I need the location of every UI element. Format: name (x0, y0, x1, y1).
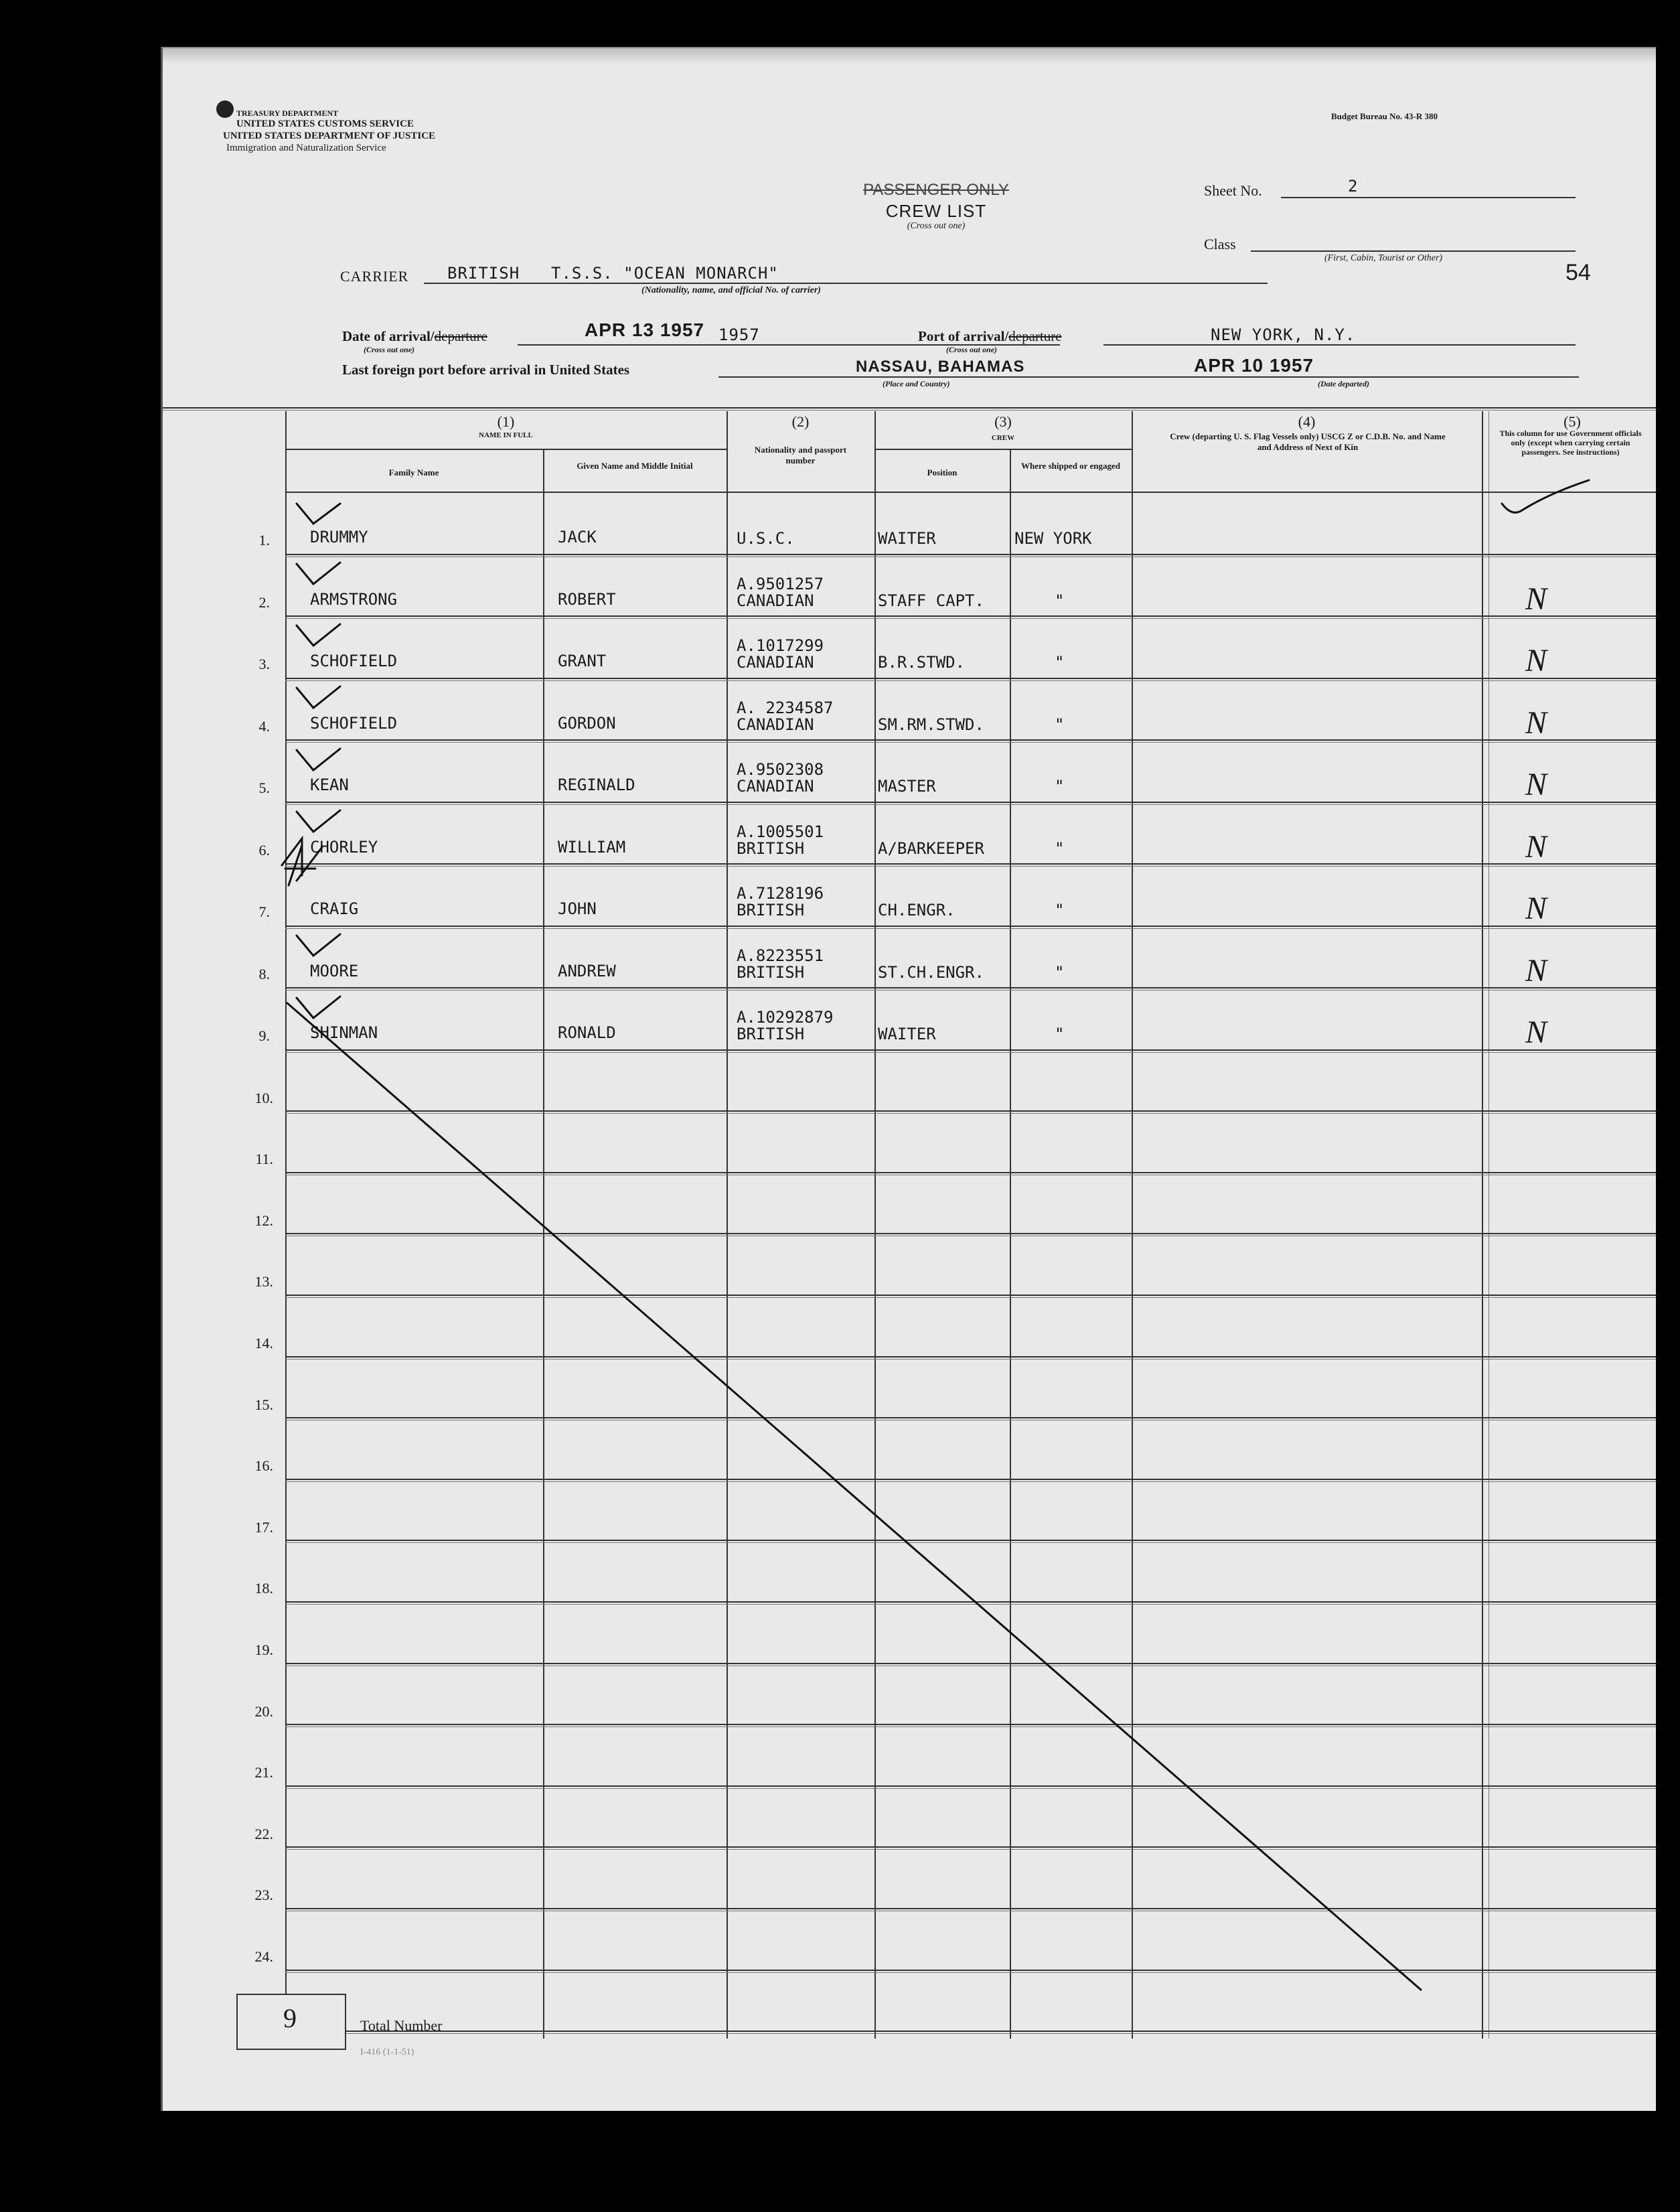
agency-customs: UNITED STATES CUSTOMS SERVICE (236, 119, 414, 129)
position: A/BARKEEPER (878, 838, 984, 858)
col4-title: Crew (departing U. S. Flag Vessels only) USCG Z or C.D.B. No. and Name and Address of Next of Kin (1170, 431, 1446, 452)
col4-number: (4) (1298, 413, 1316, 430)
col3-number: (3) (994, 413, 1012, 430)
row-number: 2. (258, 593, 270, 611)
nationality: CANADIAN (737, 715, 814, 734)
row-mark-7 (282, 838, 322, 885)
col3-title: CREW (991, 434, 1015, 442)
row-number: 19. (254, 1641, 273, 1658)
position: STAFF CAPT. (878, 591, 984, 610)
gov-official-mark: N (1525, 643, 1547, 678)
last-port-label: Last foreign port before arrival in United States (342, 362, 630, 378)
given-name: JACK (558, 528, 597, 546)
pen-marks (163, 48, 1656, 2111)
date-label: Date of arrival/departure (342, 328, 487, 344)
carrier-label: CARRIER (340, 268, 409, 285)
sheet-label: Sheet No. (1204, 182, 1262, 199)
where-shipped: " (1055, 653, 1065, 672)
row-number: 18. (254, 1580, 273, 1597)
where-shipped: " (1055, 1025, 1065, 1043)
form-number: I-416 (1-1-51) (360, 2047, 414, 2057)
passport-number: A.8223551 (737, 946, 824, 965)
position: WAITER (878, 1025, 936, 1043)
row-number: 17. (254, 1519, 273, 1536)
row-number: 12. (254, 1212, 273, 1229)
where-shipped: " (1055, 962, 1065, 982)
family-name: SHINMAN (310, 1023, 378, 1042)
where-shipped: NEW YORK (1014, 529, 1092, 548)
passport-number: A.7128196 (737, 884, 824, 903)
passport-number: A.1005501 (737, 822, 824, 841)
row-tick-1 (297, 504, 340, 524)
row-tick-8 (297, 934, 340, 956)
class-note: (First, Cabin, Tourist or Other) (1324, 253, 1443, 263)
col5-check-1 (1502, 480, 1589, 512)
row-tick-3 (297, 624, 340, 646)
port-value: NEW YORK, N.Y. (1211, 325, 1356, 344)
row-number: 10. (254, 1090, 273, 1106)
row-tick-9 (297, 997, 340, 1018)
given-name: JOHN (558, 899, 597, 918)
where-shipped: " (1055, 838, 1065, 858)
row-tick-5 (297, 749, 340, 770)
nationality: BRITISH (737, 838, 805, 858)
col3b-where-shipped: Where shipped or engaged (1021, 461, 1120, 471)
col1a-family-name: Family Name (388, 467, 439, 477)
crew-list-form (161, 47, 1656, 2111)
col3a-position: Position (927, 467, 958, 477)
col1-title: NAME IN FULL (479, 431, 533, 439)
carrier-name: T.S.S. "OCEAN MONARCH" (551, 264, 779, 283)
row-number: 24. (254, 1948, 273, 1965)
agency-ins: Immigration and Naturalization Service (226, 143, 386, 153)
given-name: REGINALD (558, 776, 635, 794)
title-passenger-crossed: PASSENGER ONLY (863, 181, 1009, 199)
row-tick-2 (297, 563, 340, 584)
row-number: 20. (254, 1703, 273, 1720)
given-name: GRANT (558, 652, 607, 670)
col2-title: Nationality and passport number (754, 445, 847, 465)
family-name: ARMSTRONG (310, 589, 398, 609)
row-number: 5. (258, 780, 270, 796)
given-name: ROBERT (558, 589, 616, 609)
col1-number: (1) (497, 413, 515, 430)
sheet-number: 2 (1348, 177, 1359, 196)
col5-number: (5) (1563, 413, 1581, 430)
where-shipped: " (1055, 591, 1065, 610)
col1b-given-name: Given Name and Middle Initial (577, 461, 693, 471)
page-number: 54 (1566, 260, 1591, 285)
given-name: RONALD (558, 1023, 616, 1042)
agency-justice: UNITED STATES DEPARTMENT OF JUSTICE (223, 131, 436, 141)
row-number: 22. (254, 1826, 273, 1842)
nationality: BRITISH (737, 901, 805, 919)
row-number: 13. (254, 1273, 273, 1290)
agency-treasury: TREASURY DEPARTMENT (236, 108, 339, 118)
family-name: SCHOFIELD (310, 652, 398, 670)
arrival-date-stamp: APR 13 1957 (585, 319, 705, 340)
where-shipped: " (1055, 777, 1065, 796)
class-label: Class (1204, 236, 1236, 252)
row-number: 1. (258, 532, 270, 548)
row-tick-6 (297, 810, 340, 832)
family-name: KEAN (310, 776, 349, 794)
where-shipped: " (1055, 715, 1065, 734)
family-name: CRAIG (310, 899, 359, 918)
row-number: 16. (254, 1457, 273, 1474)
gov-official-mark: N (1525, 767, 1547, 802)
row-number: 15. (254, 1396, 273, 1413)
row-tick-4 (297, 686, 340, 708)
col2-number: (2) (791, 413, 810, 430)
family-name: SCHOFIELD (310, 713, 398, 733)
row-number: 8. (258, 965, 270, 982)
port-label: Port of arrival/departure (918, 328, 1062, 344)
row-number: 3. (258, 656, 270, 672)
gov-official-mark: N (1525, 581, 1547, 617)
total-value: 9 (283, 2003, 297, 2033)
position: WAITER (878, 529, 936, 548)
gov-official-mark: N (1525, 705, 1547, 741)
row-number: 14. (254, 1335, 273, 1351)
carrier-nationality: BRITISH (447, 264, 520, 283)
row-number: 21. (254, 1764, 273, 1781)
row-number: 9. (258, 1027, 270, 1044)
passport-number: A. 2234587 (737, 698, 834, 717)
nationality: BRITISH (737, 962, 805, 982)
port-note: (Cross out one) (946, 345, 998, 354)
passport-number: A.9502308 (737, 760, 824, 779)
nationality: U.S.C. (737, 529, 795, 548)
last-port-value: NASSAU, BAHAMAS (856, 358, 1025, 376)
passport-number: A.1017299 (737, 636, 824, 655)
position: ST.CH.ENGR. (878, 962, 984, 982)
nationality: CANADIAN (737, 653, 814, 672)
given-name: GORDON (558, 713, 616, 733)
given-name: WILLIAM (558, 837, 626, 857)
gov-official-mark: N (1525, 891, 1547, 926)
carrier-note: (Nationality, name, and official No. of carrier) (641, 285, 821, 295)
position: B.R.STWD. (878, 653, 966, 672)
row-number: 11. (255, 1151, 273, 1167)
arrival-year-typed: 1957 (718, 325, 760, 344)
nationality: BRITISH (737, 1025, 805, 1043)
total-label: Total Number (360, 2017, 443, 2034)
passport-number: A.9501257 (737, 574, 824, 593)
col5-title: This column for use Government officials only (except when carrying certain passengers. See instructions) (1499, 429, 1642, 457)
gov-official-mark: N (1525, 1015, 1547, 1050)
position: MASTER (878, 777, 936, 796)
last-port-note: (Place and Country) (883, 379, 950, 388)
title-crew-list: CREW LIST (885, 201, 987, 221)
row-number: 6. (258, 841, 270, 859)
row-number: 23. (254, 1887, 273, 1903)
row-number: 4. (258, 717, 270, 735)
date-note: (Cross out one) (364, 345, 415, 354)
nationality: CANADIAN (737, 591, 814, 610)
where-shipped: " (1055, 901, 1065, 919)
cancel-diagonal-line (287, 1003, 1422, 1990)
nationality: CANADIAN (737, 777, 814, 796)
date-departed-note: (Date departed) (1318, 379, 1369, 388)
title-note: (Cross out one) (907, 221, 966, 231)
position: SM.RM.STWD. (878, 715, 984, 734)
given-name: ANDREW (558, 961, 616, 980)
gov-official-mark: N (1525, 952, 1547, 988)
passport-number: A.10292879 (737, 1008, 834, 1027)
family-name: MOORE (310, 961, 359, 980)
row-number: 7. (258, 903, 270, 920)
departure-date-stamp: APR 10 1957 (1194, 355, 1314, 376)
position: CH.ENGR. (878, 901, 956, 919)
budget-bureau-no: Budget Bureau No. 43-R 380 (1331, 111, 1438, 121)
family-name: DRUMMY (310, 528, 368, 546)
gov-official-mark: N (1525, 828, 1547, 865)
family-name: CHORLEY (310, 837, 378, 857)
